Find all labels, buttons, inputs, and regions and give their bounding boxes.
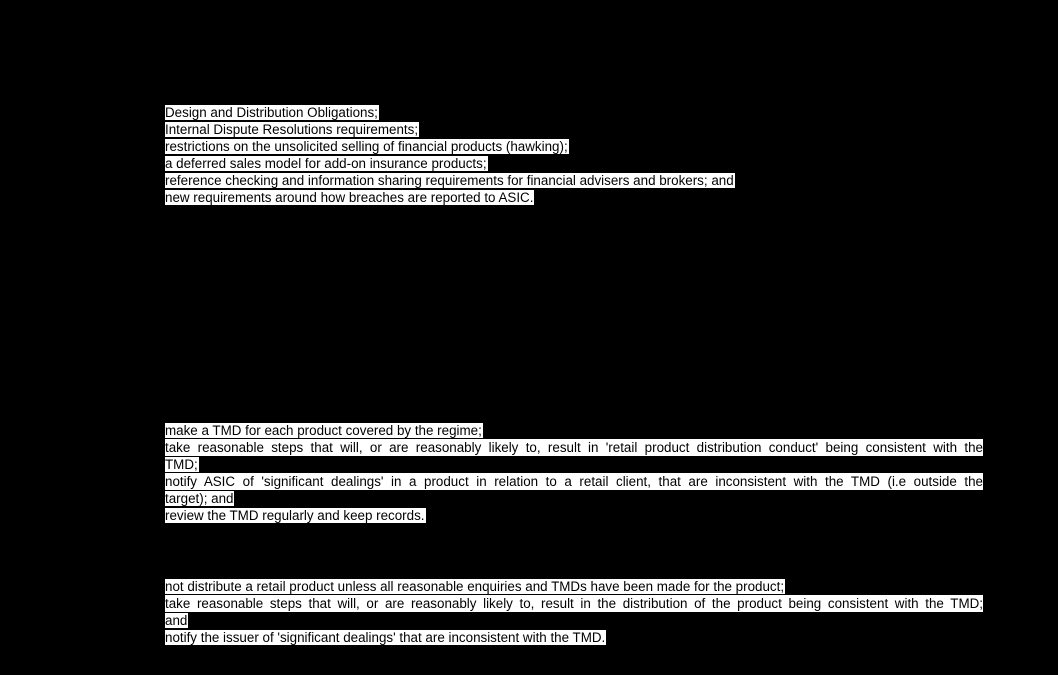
- list-item-text: take reasonable steps that will, or are reasonably likely to, result in the distribution of the product being consistent with the TMD;: [165, 596, 983, 611]
- list-item-text: notify ASIC of 'significant dealings' in a product in relation to a retail client, that are inconsistent with the TMD (i.e outside the: [165, 474, 983, 489]
- list-item: [165, 507, 983, 524]
- list-item-text: and: [165, 613, 188, 628]
- list-item-continuation: [165, 490, 983, 507]
- list-item-line: [165, 473, 983, 490]
- list-item-text: take reasonable steps that will, or are reasonably likely to, result in 'retail product distribution conduct' being consistent with the: [165, 440, 983, 455]
- issuer-obligations-list: [165, 422, 983, 524]
- list-item-text: review the TMD regularly and keep records.: [165, 508, 425, 523]
- list-item: [165, 629, 983, 646]
- list-item-continuation: [165, 612, 983, 629]
- list-item-continuation: [165, 456, 983, 473]
- list-item: [165, 422, 983, 439]
- list-item-text: restrictions on the unsolicited selling of financial products (hawking);: [165, 139, 568, 154]
- reform-obligations-list: [165, 104, 983, 206]
- list-item-text: make a TMD for each product covered by the regime;: [165, 423, 482, 438]
- list-item: [165, 155, 983, 172]
- list-item-line: [165, 439, 983, 456]
- list-item-text: TMD;: [165, 457, 198, 472]
- list-item-text: reference checking and information sharing requirements for financial advisers and brokers; and: [165, 173, 734, 188]
- list-item-text: notify the issuer of 'significant dealings' that are inconsistent with the TMD.: [165, 630, 606, 645]
- list-item: [165, 104, 983, 121]
- list-item: [165, 121, 983, 138]
- list-item: [165, 578, 983, 595]
- list-item-text: Internal Dispute Resolutions requirements;: [165, 122, 419, 137]
- list-item: [165, 189, 983, 206]
- list-item-text: new requirements around how breaches are reported to ASIC.: [165, 190, 534, 205]
- list-item-text: a deferred sales model for add-on insurance products;: [165, 156, 487, 171]
- distributor-obligations-list: [165, 578, 983, 646]
- list-item-text: Design and Distribution Obligations;: [165, 105, 378, 120]
- list-item-line: [165, 595, 983, 612]
- list-item-text: target); and: [165, 491, 234, 506]
- list-item-text: not distribute a retail product unless all reasonable enquiries and TMDs have been made for the product;: [165, 579, 785, 594]
- list-item: [165, 138, 983, 155]
- list-item: [165, 172, 983, 189]
